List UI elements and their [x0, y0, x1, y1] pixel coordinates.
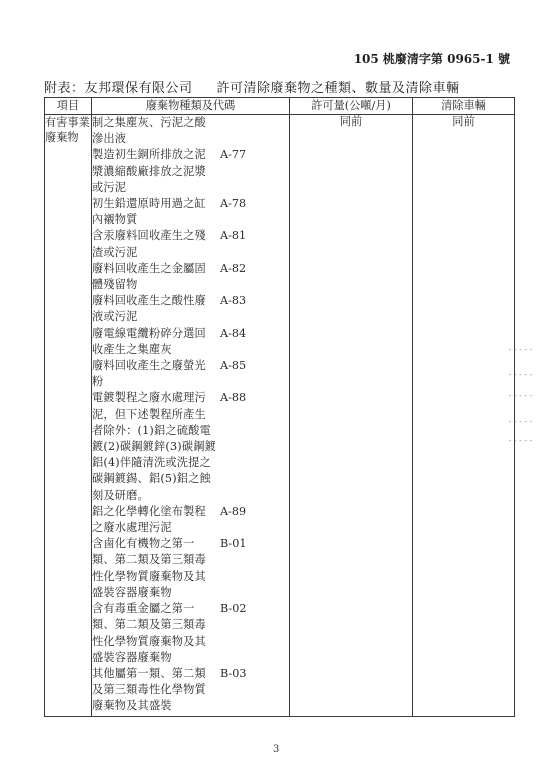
waste-code: B-01: [220, 537, 247, 551]
waste-name: 電鍍製程之廢水處理污泥，但下述製程所產生者除外：(1)鋁之硫酸電鍍(2)碳鋼鍍鋅(3)碳鋼鍍鋁(4)伴隨清洗或洗提之碳鋼鍍錫、鋁(5)鋁之蝕刻及研磨。: [92, 391, 216, 502]
list-item: [92, 390, 289, 503]
list-item: [92, 504, 289, 536]
list-item: [92, 261, 289, 293]
waste-code: A-89: [220, 504, 247, 518]
document-number: 105 桃廢清字第 0965-1 號: [353, 52, 510, 66]
waste-code: A-85: [220, 359, 247, 373]
vehicles-cell: 同前: [413, 115, 515, 717]
waste-name: 含鹵化有機物之第一類、第二類及第三類毒性化學物質廢棄物及其盛裝容器廢棄物: [92, 537, 206, 599]
header-waste-type: 廢棄物種類及代碼: [92, 98, 290, 115]
waste-name: 含汞廢料回收產生之殘渣或污泥: [92, 229, 206, 259]
list-item: [92, 293, 289, 325]
table-row: [45, 115, 515, 717]
waste-name: 初生鉛還原時用過之缸內襯物質: [92, 197, 206, 227]
waste-code: A-77: [220, 148, 247, 162]
scan-artifact: -----: [508, 392, 535, 400]
waste-name: 製造初生銅所排放之泥漿濃縮酸廠排放之泥漿或污泥: [92, 148, 206, 194]
quantity-cell: 同前: [290, 115, 413, 717]
waste-code: [216, 115, 260, 147]
list-item: [92, 326, 289, 358]
waste-code: A-78: [220, 197, 247, 211]
table-heading: [44, 77, 514, 96]
list-item: [92, 115, 289, 147]
waste-code: B-03: [220, 666, 247, 680]
header-vehicles: 清除車輛: [413, 98, 515, 115]
list-item: [92, 536, 289, 601]
scan-artifact: -----: [508, 437, 535, 445]
waste-permit-table: [44, 97, 515, 717]
waste-name: 含有毒重金屬之第一類、第二類及第三類毒性化學物質廢棄物及其盛裝容器廢棄物: [92, 602, 206, 664]
header-item: 項目: [45, 98, 92, 115]
header-row: [45, 98, 515, 115]
category-cell: 有害事業廢棄物: [45, 115, 92, 717]
scan-artifact: -----: [508, 371, 535, 379]
header-quantity: 許可量(公噸/月): [290, 98, 413, 115]
list-item: [92, 228, 289, 260]
list-item: [92, 601, 289, 666]
waste-name: 廢料回收產生之廢螢光粉: [92, 359, 206, 389]
waste-code: A-83: [220, 294, 247, 308]
waste-code: A-81: [220, 229, 247, 243]
scan-artifact: -----: [508, 418, 535, 426]
waste-name: 廢料回收產生之金屬固體殘留物: [92, 261, 206, 292]
list-item: [92, 147, 289, 196]
waste-code: B-02: [220, 602, 247, 616]
waste-name: 廢電線電纜粉碎分選回收產生之集塵灰: [92, 326, 206, 356]
waste-code: A-82: [220, 261, 247, 275]
waste-list-cell: [92, 115, 290, 717]
waste-code: A-88: [220, 391, 247, 405]
waste-name: 鋁之化學轉化塗布製程之廢水處理污泥: [92, 504, 206, 535]
waste-name: 廢料回收產生之酸性廢液或污泥: [92, 294, 206, 324]
list-item: [92, 358, 289, 390]
scan-artifact: -----: [508, 346, 535, 354]
list-item: [92, 666, 289, 715]
list-item: [92, 196, 289, 228]
page-number: 3: [273, 744, 280, 755]
heading-title: 許可清除廢棄物之種類、數量及清除車輛: [216, 81, 460, 96]
waste-code: A-84: [220, 326, 247, 340]
waste-name: 其他屬第一類、第二類及第三類毒性化學物質廢棄物及其盛裝: [92, 666, 206, 713]
waste-name: 制之集塵灰、污泥之酸滲出液: [92, 116, 206, 146]
heading-company: 附表：友邦環保有限公司: [44, 81, 193, 96]
